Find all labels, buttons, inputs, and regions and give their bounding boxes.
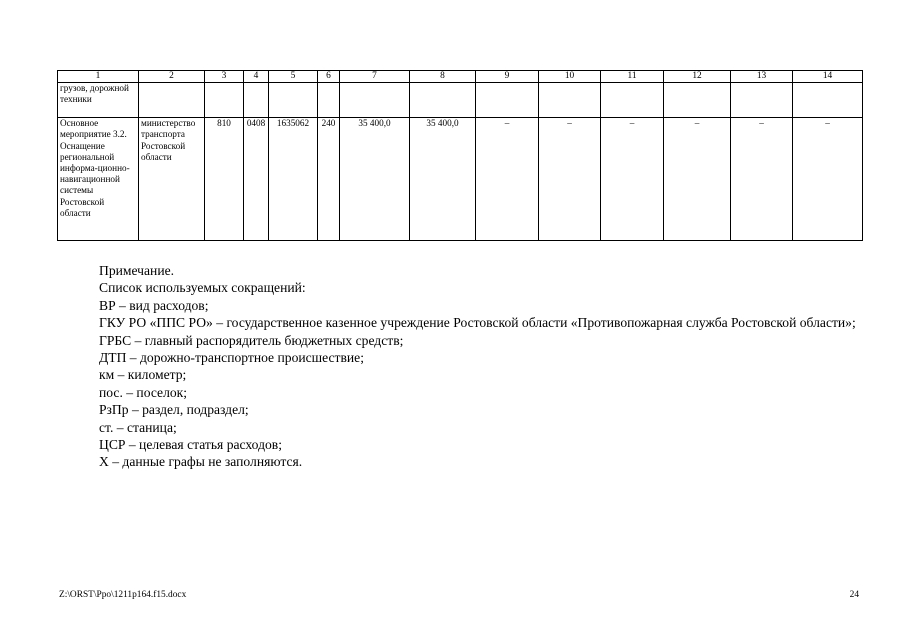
column-number: 13 [731,71,793,83]
notes-intro: Список используемых сокращений: [99,280,306,296]
column-number: 8 [410,71,476,83]
footer-file-path: Z:\ORST\Ppo\1211p164.f15.docx [59,590,187,600]
measure-name-cell: Основное мероприятие 3.2. Оснащение региональной информа-ционно-навигационной системы Ростовской области [58,118,139,241]
year-cell: – [539,118,601,241]
abbreviation-item: пос. – поселок; [99,384,188,400]
year-cell [539,83,601,118]
total-cell: 35 400,0 [340,118,410,241]
column-number: 10 [539,71,601,83]
abbreviation-item: ДТП – дорожно-транспортное происшествие; [99,350,364,366]
column-number: 11 [601,71,664,83]
year-cell: – [793,118,863,241]
abbreviation-item: Х – данные графы не заполняются. [99,454,303,470]
notes-section [62,262,860,471]
grbs-cell: 810 [205,118,244,241]
budget-table [57,70,863,241]
page-number: 24 [849,590,859,600]
column-number: 9 [476,71,539,83]
measure-name-cell: грузов, дорожной техники [58,83,139,118]
abbreviation-item: ЦСР – целевая статья расходов; [99,437,282,453]
year-cell [664,83,731,118]
column-number: 1 [58,71,139,83]
year-cell [476,83,539,118]
year-cell: – [731,118,793,241]
year-cell: – [601,118,664,241]
vr-cell: 240 [318,118,340,241]
year-cell: – [664,118,731,241]
abbreviation-item: РзПр – раздел, подраздел; [99,402,249,418]
year-cell [410,83,476,118]
abbreviation-item: ст. – станица; [99,419,177,435]
csr-cell: 1635062 [269,118,318,241]
rzpr-cell: 0408 [244,118,269,241]
abbreviation-item: ВР – вид расходов; [99,297,209,313]
year-cell [731,83,793,118]
csr-cell [269,83,318,118]
table-row [58,83,863,118]
responsible-cell: министерство транспорта Ростовской области [139,118,205,241]
year-cell [601,83,664,118]
column-number: 12 [664,71,731,83]
responsible-cell [139,83,205,118]
notes-title: Примечание. [99,263,175,278]
table-row [58,118,863,241]
year-cell [793,83,863,118]
column-number: 5 [269,71,318,83]
column-number: 2 [139,71,205,83]
total-cell [340,83,410,118]
table-header-row [58,71,863,83]
column-number: 4 [244,71,269,83]
column-number: 7 [340,71,410,83]
abbreviation-item: ГРБС – главный распорядитель бюджетных средств; [99,332,404,348]
column-number: 6 [318,71,340,83]
abbreviation-item: км – километр; [99,367,187,383]
year-cell: – [476,118,539,241]
abbreviation-item: ГКУ РО «ППС РО» – государственное казенное учреждение Ростовской области «Противопожарная служба Ростовской области»; [99,315,856,331]
rzpr-cell [244,83,269,118]
column-number: 14 [793,71,863,83]
grbs-cell [205,83,244,118]
vr-cell [318,83,340,118]
column-number: 3 [205,71,244,83]
year-cell: 35 400,0 [410,118,476,241]
